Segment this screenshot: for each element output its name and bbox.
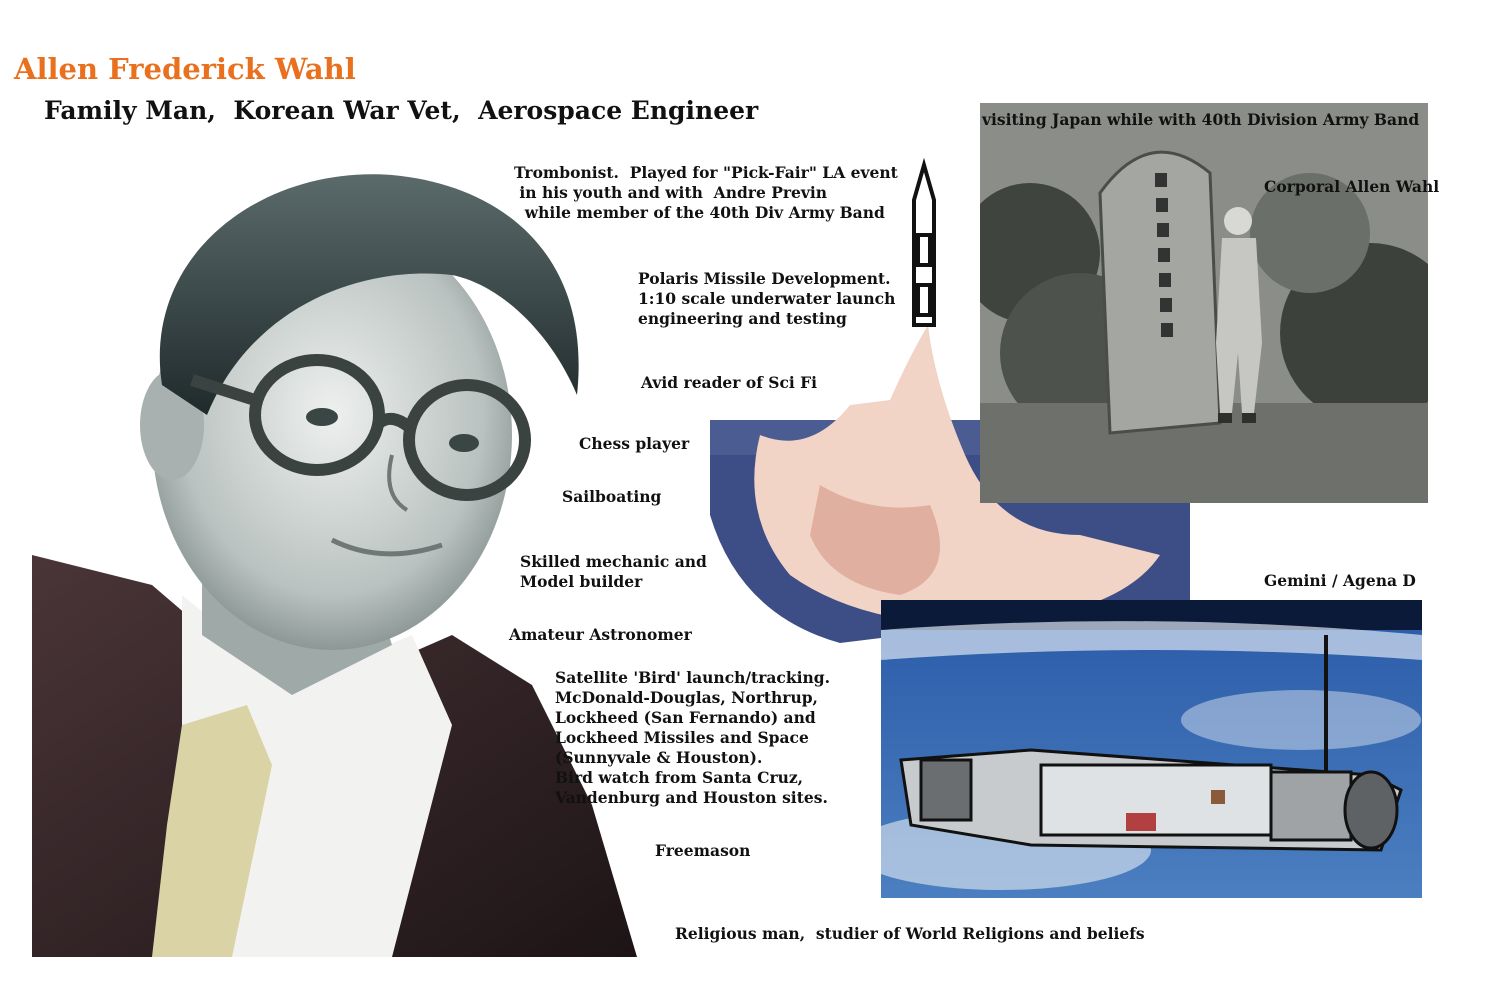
sailboating-caption: Sailboating bbox=[562, 487, 662, 506]
gemini-agena-photo bbox=[881, 600, 1422, 898]
gemini-caption: Gemini / Agena D bbox=[1264, 571, 1416, 590]
mechanic-caption: Skilled mechanic and Model builder bbox=[520, 552, 707, 591]
satellite-caption: Satellite 'Bird' launch/tracking. McDonald-Douglas, Northrup, Lockheed (San Fernando) and Lockheed Missiles and Space (Sunnyvale & Houston). Bird watch from Santa Cruz, Vandenburg and Houston sites. bbox=[555, 668, 830, 807]
astronomer-caption: Amateur Astronomer bbox=[509, 625, 692, 644]
japan-caption: visiting Japan while with 40th Division Army Band bbox=[982, 110, 1420, 129]
page-subtitle: Family Man, Korean War Vet, Aerospace Engineer bbox=[44, 96, 759, 125]
scifi-caption: Avid reader of Sci Fi bbox=[641, 373, 818, 392]
chess-caption: Chess player bbox=[579, 434, 690, 453]
freemason-caption: Freemason bbox=[655, 841, 751, 860]
trombonist-caption: Trombonist. Played for "Pick-Fair" LA event in his youth and with Andre Previn while member of the 40th Div Army Band bbox=[514, 163, 898, 222]
page-title: Allen Frederick Wahl bbox=[14, 52, 356, 86]
polaris-caption: Polaris Missile Development. 1:10 scale underwater launch engineering and testing bbox=[638, 269, 896, 328]
japan-monument-photo bbox=[980, 103, 1428, 503]
corporal-caption: Corporal Allen Wahl bbox=[1264, 177, 1440, 196]
religious-caption: Religious man, studier of World Religions and beliefs bbox=[675, 924, 1145, 943]
